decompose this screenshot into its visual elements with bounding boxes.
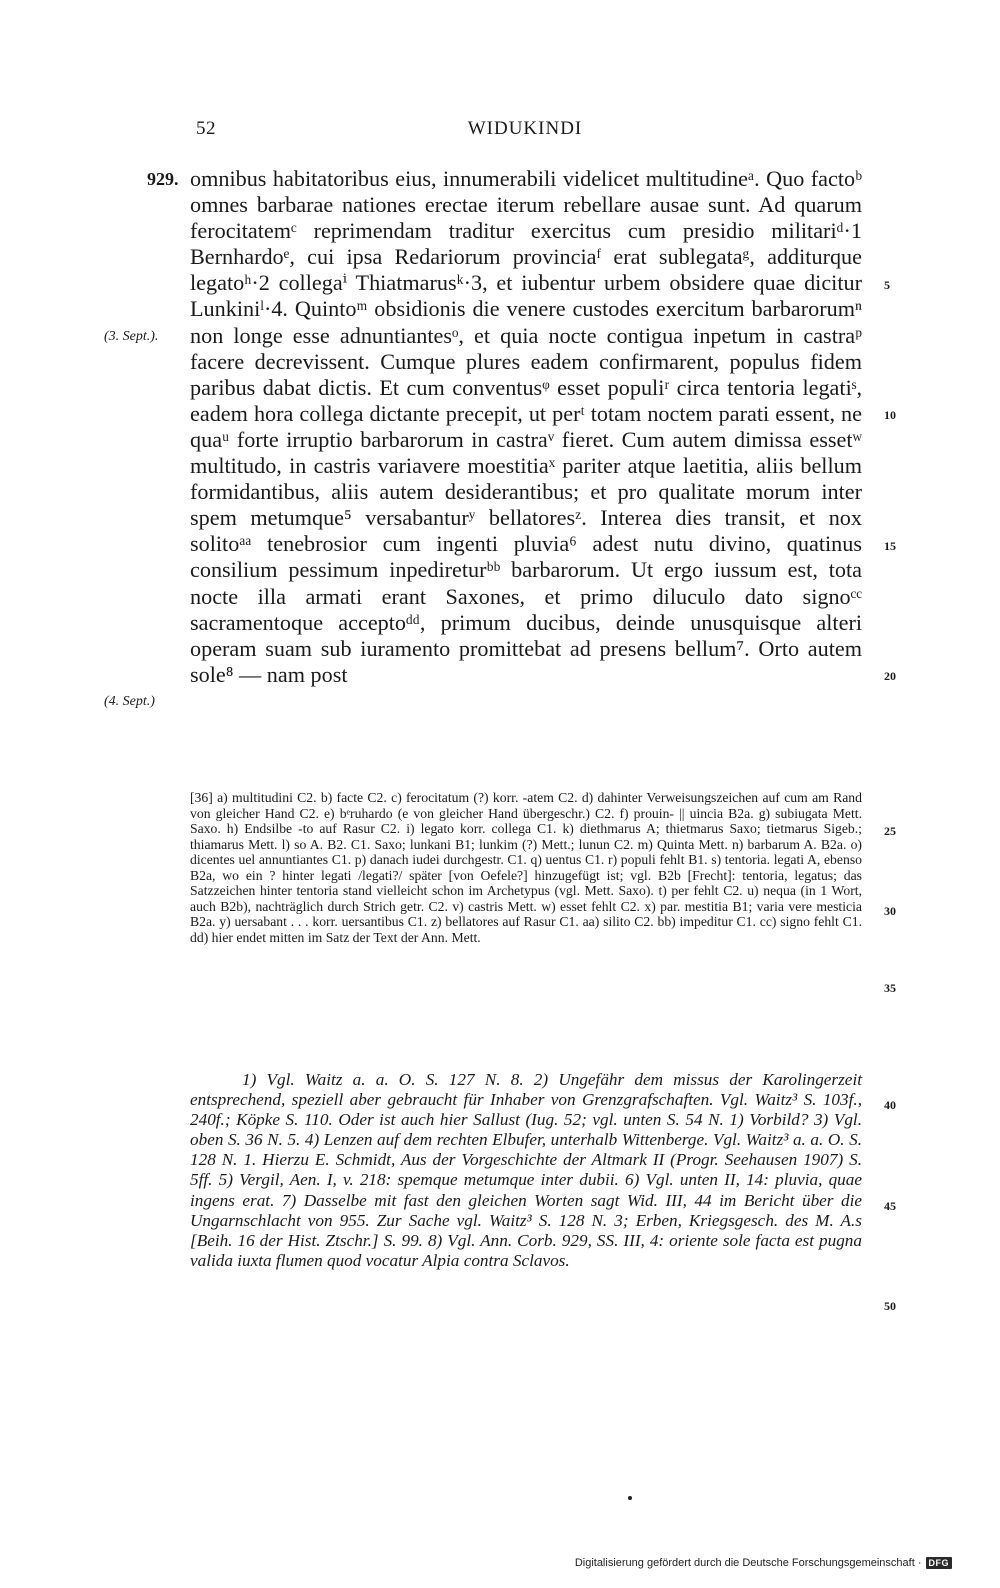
footnotes bbox=[190, 1070, 862, 1271]
footer-credit bbox=[575, 1557, 952, 1569]
critical-apparatus bbox=[190, 790, 862, 945]
ink-dot bbox=[628, 1496, 632, 1500]
dfg-logo-icon: DFG bbox=[926, 1557, 953, 1569]
line-number: 50 bbox=[884, 1299, 896, 1313]
margin-date-3-sept: (3. Sept.). bbox=[104, 329, 159, 344]
line-number: 5 bbox=[884, 278, 890, 292]
page-number: 52 bbox=[196, 118, 216, 139]
apparatus-text: [36] a) multitudini C2. b) facte C2. c) ferocitatum (?) korr. -atem C2. d) dahinter Verweisungszeichen auf cum am Rand von gleicher Hand C2. e) bᵉruhardo (e von gleicher Hand übergeschr.) C2. f) prouin- || uincia B2a. g) subiugata Mett. Saxo. h) Endsilbe -to auf Rasur C2. i) legato korr. collega C1. k) diethmarus A; thietmarus Saxo; tietmarus Sigeb.; thiamarus Mett. l) so A. B2. C1. Saxo; lunkani B1; lunkim (?) Mett.; lunun C2. m) Quinta Mett. n) barbarum A. B2a. o) dicentes uel annuntiantes C1. p) danach iudei durchgestr. C1. q) uentus C1. r) populi fehlt B1. s) tentoria. legati A, ebenso B2a, wo ein ? hinter legati /legati?/ später [von Oefele?] hinzugefügt ist; vgl. B2b [Frecht]: tentoria, legatus; das Satzzeichen hinter tentoria stand vielleicht schon im Archetypus (vgl. Mett. Saxo). t) per fehlt C2. u) nequa (in 1 Wort, auch B2b), nachträglich durch Strich getr. C2. v) castris Mett. w) esset fehlt C2. x) par. mestitia B1; varia vere mesticia B2a. y) uersabant . . . korr. uersantibus C1. z) bellatores auf Rasur C1. aa) silito C2. bb) impeditur C1. cc) signo fehlt C1. dd) hier endet mitten im Satz der Text der Ann. Mett. bbox=[190, 790, 862, 945]
margin-year: 929. bbox=[147, 169, 179, 189]
line-number: 10 bbox=[884, 408, 896, 422]
margin-date-4-sept: (4. Sept.) bbox=[104, 694, 155, 709]
line-number: 15 bbox=[884, 539, 896, 553]
line-number: 25 bbox=[884, 824, 896, 838]
footer-credit-text: Digitalisierung gefördert durch die Deutsche Forschungsgemeinschaft · bbox=[574, 1557, 922, 1569]
footnotes-text: 1) Vgl. Waitz a. a. O. S. 127 N. 8. 2) Ungefähr dem missus der Karolingerzeit entsprechend, speziell aber gebraucht für Inhaber von Grenzgrafschaften. Vgl. Waitz³ S. 103f., 240f.; Köpke S. 110. Oder ist auch hier Sallust (Iug. 52; vgl. unten S. 54 N. 1) Vorbild? 3) Vgl. oben S. 36 N. 5. 4) Lenzen auf dem rechten Elbufer, unterhalb Wittenberge. Vgl. Waitz³ a. a. O. S. 128 N. 1. Hierzu E. Schmidt, Aus der Vorgeschichte der Altmark II (Progr. Seehausen 1907) S. 5ff. 5) Vergil, Aen. I, v. 218: spemque metumque inter dubii. 6) Vgl. unten II, 14: pluvia, quae ingens erat. 7) Dasselbe mit fast den gleichen Worten sagt Wid. III, 44 im Bericht über die Ungarnschlacht von 955. Zur Sache vgl. Waitz³ S. 128 N. 3; Erben, Kriegsgesch. des M. A.s [Beih. 16 der Hist. Ztschr.] S. 99. 8) Vgl. Ann. Corb. 929, SS. III, 4: oriente sole facta est pugna valida iuxta flumen quod vocatur Alpia contra Sclavos. bbox=[190, 1070, 862, 1270]
line-number: 20 bbox=[884, 669, 896, 683]
line-number: 35 bbox=[884, 981, 896, 995]
line-number: 30 bbox=[884, 904, 896, 918]
line-number: 40 bbox=[884, 1098, 896, 1112]
running-title: WIDUKINDI bbox=[467, 118, 583, 139]
main-text-block bbox=[190, 166, 862, 688]
page-header bbox=[190, 118, 860, 148]
line-number: 45 bbox=[884, 1199, 896, 1213]
main-text-paragraph: omnibus habitatoribus eius, innumerabili videlicet multitudineᵃ. Quo factoᵇ omnes barbarae nationes erectae iterum rebellare ausae sunt. Ad quarum ferocitatemᶜ reprimendam traditur exercitus cum presidio militariᵈ·1 Bernhardoᵉ, cui ipsa Redariorum provinciaᶠ erat sublegataᵍ, additurque legatoʰ·2 collegaⁱ Thiatmarusᵏ·3, et iubentur urbem obsidere quae dicitur Lunkiniˡ·4. Quintoᵐ obsidionis die venere custodes exercitum barbarorumⁿ non longe esse adnuntiantesᵒ, et quia nocte contigua inpetum in castraᵖ facere decrevissent. Cumque plures eadem confirmarent, populus fidem paribus dabat dictis. Et cum conventusᵠ esset populiʳ circa tentoria legatiˢ, eadem hora collega dictante precepit, ut perᵗ totam noctem parati essent, ne quaᵘ forte irruptio barbarorum in castraᵛ fieret. Cum autem dimissa essetʷ multitudo, in castris variavere moestitiaˣ pariter atque laetitia, aliis bellum formidantibus, aliis autem desiderantibus; et pro qualitate morum inter spem metumque⁵ versabanturʸ bellatoresᶻ. Interea dies transit, et nox solitoᵃᵃ tenebrosior cum ingenti pluvia⁶ adest nutu divino, quatinus consilium pessimum inpedireturᵇᵇ barbarorum. Ut ergo iussum est, tota nocte illa armati erant Saxones, et primo diluculo dato signoᶜᶜ sacramentoque acceptoᵈᵈ, primum ducibus, deinde unusquisque alteri operam suam sub iuramento promittebat ad presens bellum⁷. Orto autem sole⁸ — nam post bbox=[190, 166, 862, 687]
